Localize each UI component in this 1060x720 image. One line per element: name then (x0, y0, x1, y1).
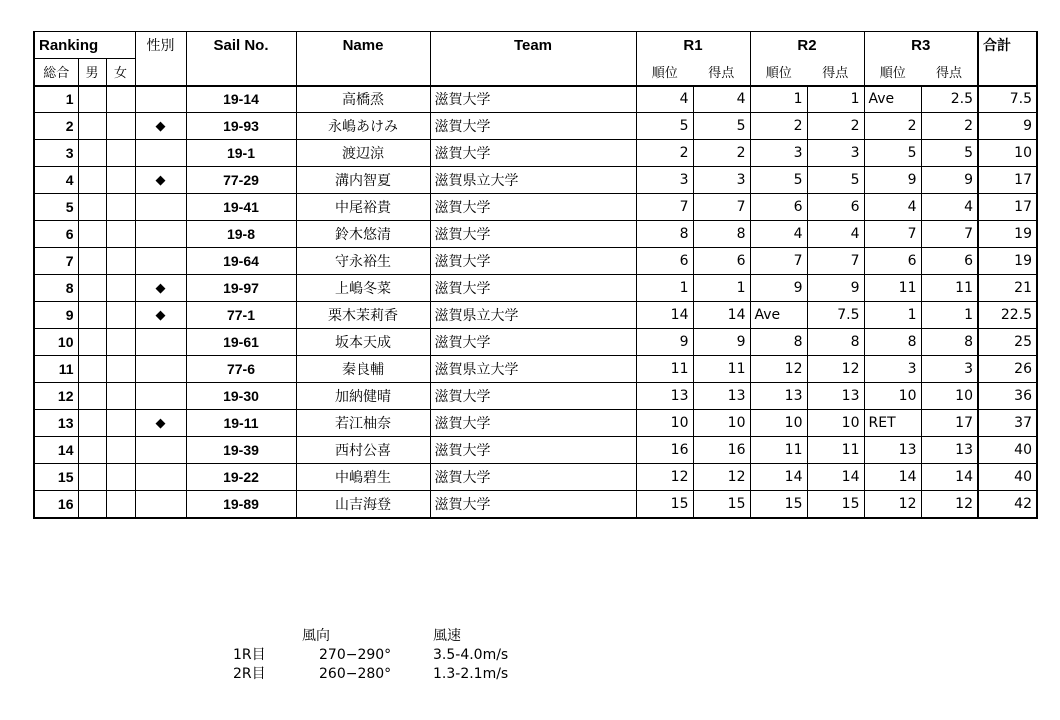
sail-no-cell: 19-30 (186, 383, 296, 410)
r1-points-cell: 12 (693, 464, 750, 491)
gender-cell (135, 248, 186, 275)
female-cell (106, 248, 135, 275)
female-cell (106, 464, 135, 491)
female-cell (106, 86, 135, 113)
sail-no-cell: 19-93 (186, 113, 296, 140)
rank-cell: 16 (34, 491, 78, 518)
rank-cell: 2 (34, 113, 78, 140)
r1-points-cell: 5 (693, 113, 750, 140)
sail-no-cell: 19-14 (186, 86, 296, 113)
name-cell: 栗木茉莉香 (296, 302, 430, 329)
r3-place-cell: 13 (864, 437, 921, 464)
r3-points-cell: 10 (921, 383, 978, 410)
r3-place-cell: 14 (864, 464, 921, 491)
r2-place-cell: 14 (750, 464, 807, 491)
male-cell (78, 194, 106, 221)
female-cell (106, 194, 135, 221)
r2-points-cell: 3 (807, 140, 864, 167)
sail-no-cell: 19-64 (186, 248, 296, 275)
sail-no-cell: 19-97 (186, 275, 296, 302)
total-cell: 10 (978, 140, 1037, 167)
team-cell: 滋賀大学 (430, 437, 636, 464)
gender-cell: ◆ (135, 113, 186, 140)
r2-place-cell: 3 (750, 140, 807, 167)
gender-cell (135, 194, 186, 221)
total-cell: 40 (978, 464, 1037, 491)
r2-place-cell: 1 (750, 86, 807, 113)
r2-points-cell: 7.5 (807, 302, 864, 329)
rank-cell: 10 (34, 329, 78, 356)
rank-cell: 14 (34, 437, 78, 464)
name-cell: 西村公喜 (296, 437, 430, 464)
header-gender: 性別 (135, 32, 186, 59)
team-cell: 滋賀大学 (430, 248, 636, 275)
r2-points-cell: 14 (807, 464, 864, 491)
r2-points-cell: 4 (807, 221, 864, 248)
wind-speed: 3.5-4.0m/s (433, 647, 509, 663)
total-cell: 17 (978, 194, 1037, 221)
table-row (34, 464, 1037, 491)
r1-place-cell: 2 (636, 140, 693, 167)
male-cell (78, 167, 106, 194)
r1-place-cell: 7 (636, 194, 693, 221)
gender-cell: ◆ (135, 302, 186, 329)
header-ranking: Ranking (34, 32, 135, 59)
team-cell: 滋賀大学 (430, 491, 636, 518)
total-cell: 26 (978, 356, 1037, 383)
total-cell: 25 (978, 329, 1037, 356)
male-cell (78, 86, 106, 113)
r3-place-cell: 8 (864, 329, 921, 356)
r1-points-cell: 3 (693, 167, 750, 194)
r2-points-cell: 11 (807, 437, 864, 464)
male-cell (78, 221, 106, 248)
r1-place-cell: 14 (636, 302, 693, 329)
header-r1: R1 (636, 32, 750, 59)
total-cell: 40 (978, 437, 1037, 464)
female-cell (106, 410, 135, 437)
r2-points-cell: 9 (807, 275, 864, 302)
name-cell: 若江柚奈 (296, 410, 430, 437)
r3-place-cell: 1 (864, 302, 921, 329)
team-cell: 滋賀大学 (430, 194, 636, 221)
team-cell: 滋賀県立大学 (430, 167, 636, 194)
r2-points-cell: 15 (807, 491, 864, 518)
table-row (34, 275, 1037, 302)
r1-points-cell: 2 (693, 140, 750, 167)
sail-no-cell: 77-6 (186, 356, 296, 383)
r3-place-cell: 12 (864, 491, 921, 518)
team-cell: 滋賀大学 (430, 464, 636, 491)
female-cell (106, 356, 135, 383)
table-row (34, 194, 1037, 221)
female-cell (106, 437, 135, 464)
r1-place-cell: 13 (636, 383, 693, 410)
rank-cell: 11 (34, 356, 78, 383)
r3-points-cell: 7 (921, 221, 978, 248)
table-row (34, 248, 1037, 275)
r2-place-cell: 8 (750, 329, 807, 356)
name-cell: 溝内智夏 (296, 167, 430, 194)
table-row (34, 437, 1037, 464)
r1-place-cell: 9 (636, 329, 693, 356)
r1-place-cell: 11 (636, 356, 693, 383)
r3-points-cell: 2.5 (921, 86, 978, 113)
name-cell: 坂本天成 (296, 329, 430, 356)
total-cell: 21 (978, 275, 1037, 302)
female-cell (106, 113, 135, 140)
r1-points-cell: 16 (693, 437, 750, 464)
header-overall: 総合 (34, 59, 78, 86)
gender-cell (135, 491, 186, 518)
total-cell: 19 (978, 221, 1037, 248)
total-cell: 37 (978, 410, 1037, 437)
table-row (34, 140, 1037, 167)
rank-cell: 9 (34, 302, 78, 329)
total-cell: 9 (978, 113, 1037, 140)
team-cell: 滋賀県立大学 (430, 302, 636, 329)
table-row (34, 86, 1037, 113)
rank-cell: 5 (34, 194, 78, 221)
female-cell (106, 383, 135, 410)
r3-place-cell: 11 (864, 275, 921, 302)
gender-cell (135, 356, 186, 383)
name-cell: 加納健晴 (296, 383, 430, 410)
header-team: Team (430, 32, 636, 59)
r3-points-cell: 5 (921, 140, 978, 167)
sail-no-cell: 19-41 (186, 194, 296, 221)
table-row (34, 113, 1037, 140)
female-cell (106, 221, 135, 248)
table-row (34, 410, 1037, 437)
male-cell (78, 140, 106, 167)
female-cell (106, 491, 135, 518)
r3-points-cell: 12 (921, 491, 978, 518)
r2-place-cell: Ave (750, 302, 807, 329)
r2-place-cell: 4 (750, 221, 807, 248)
r3-points-cell: 1 (921, 302, 978, 329)
r2-place-cell: 2 (750, 113, 807, 140)
gender-cell: ◆ (135, 275, 186, 302)
male-cell (78, 113, 106, 140)
name-cell: 鈴木悠清 (296, 221, 430, 248)
rank-cell: 15 (34, 464, 78, 491)
r3-points-cell: 17 (921, 410, 978, 437)
r3-points-cell: 9 (921, 167, 978, 194)
gender-cell (135, 86, 186, 113)
r2-place-cell: 5 (750, 167, 807, 194)
gender-cell (135, 221, 186, 248)
r1-place-cell: 6 (636, 248, 693, 275)
r3-place-cell: RET (864, 410, 921, 437)
gender-cell (135, 329, 186, 356)
r3-points-cell: 13 (921, 437, 978, 464)
male-cell (78, 356, 106, 383)
female-cell (106, 302, 135, 329)
sail-no-cell: 19-61 (186, 329, 296, 356)
r3-place-cell: 10 (864, 383, 921, 410)
male-cell (78, 248, 106, 275)
header-name: Name (296, 32, 430, 59)
name-cell: 渡辺涼 (296, 140, 430, 167)
table-row (34, 491, 1037, 518)
total-cell: 36 (978, 383, 1037, 410)
results-table (33, 31, 1038, 519)
total-cell: 22.5 (978, 302, 1037, 329)
header-r3-place: 順位 (864, 59, 921, 86)
r3-points-cell: 3 (921, 356, 978, 383)
total-cell: 19 (978, 248, 1037, 275)
r2-points-cell: 10 (807, 410, 864, 437)
wind-speed: 1.3-2.1m/s (433, 666, 509, 682)
sail-no-cell: 19-8 (186, 221, 296, 248)
rank-cell: 8 (34, 275, 78, 302)
header-female: 女 (106, 59, 135, 86)
r3-points-cell: 11 (921, 275, 978, 302)
r1-place-cell: 16 (636, 437, 693, 464)
sail-no-cell: 19-22 (186, 464, 296, 491)
r2-points-cell: 5 (807, 167, 864, 194)
male-cell (78, 491, 106, 518)
female-cell (106, 140, 135, 167)
team-cell: 滋賀大学 (430, 275, 636, 302)
table-row (34, 356, 1037, 383)
total-cell: 17 (978, 167, 1037, 194)
gender-cell: ◆ (135, 167, 186, 194)
r2-points-cell: 8 (807, 329, 864, 356)
header-male: 男 (78, 59, 106, 86)
r1-points-cell: 1 (693, 275, 750, 302)
total-cell: 7.5 (978, 86, 1037, 113)
gender-cell (135, 383, 186, 410)
r1-place-cell: 1 (636, 275, 693, 302)
results-body (34, 86, 1037, 518)
header-r2: R2 (750, 32, 864, 59)
r1-place-cell: 8 (636, 221, 693, 248)
r3-points-cell: 8 (921, 329, 978, 356)
table-row (34, 221, 1037, 248)
wind-direction: 260−280° (319, 666, 392, 682)
rank-cell: 6 (34, 221, 78, 248)
r1-place-cell: 15 (636, 491, 693, 518)
r3-place-cell: 4 (864, 194, 921, 221)
name-cell: 秦良輔 (296, 356, 430, 383)
male-cell (78, 275, 106, 302)
r2-points-cell: 1 (807, 86, 864, 113)
rank-cell: 13 (34, 410, 78, 437)
r1-points-cell: 8 (693, 221, 750, 248)
gender-cell (135, 464, 186, 491)
r3-place-cell: 9 (864, 167, 921, 194)
team-cell: 滋賀大学 (430, 410, 636, 437)
name-cell: 中嶋碧生 (296, 464, 430, 491)
r1-points-cell: 14 (693, 302, 750, 329)
r3-points-cell: 14 (921, 464, 978, 491)
wind-direction: 270−290° (319, 647, 392, 663)
wind-speed-label: 風速 (433, 628, 461, 644)
r2-points-cell: 13 (807, 383, 864, 410)
wind-race: 1R目 (233, 647, 266, 663)
header-r3: R3 (864, 32, 978, 59)
team-cell: 滋賀大学 (430, 86, 636, 113)
r3-place-cell: 5 (864, 140, 921, 167)
male-cell (78, 329, 106, 356)
name-cell: 上嶋冬菜 (296, 275, 430, 302)
header-r1-place: 順位 (636, 59, 693, 86)
team-cell: 滋賀大学 (430, 221, 636, 248)
r3-place-cell: Ave (864, 86, 921, 113)
r2-place-cell: 12 (750, 356, 807, 383)
r3-place-cell: 6 (864, 248, 921, 275)
r3-points-cell: 2 (921, 113, 978, 140)
r2-place-cell: 7 (750, 248, 807, 275)
name-cell: 山吉海登 (296, 491, 430, 518)
sail-no-cell: 19-39 (186, 437, 296, 464)
name-cell: 守永裕生 (296, 248, 430, 275)
table-row (34, 329, 1037, 356)
r1-points-cell: 9 (693, 329, 750, 356)
r2-points-cell: 6 (807, 194, 864, 221)
r1-place-cell: 5 (636, 113, 693, 140)
sail-no-cell: 19-1 (186, 140, 296, 167)
table-row (34, 383, 1037, 410)
r1-place-cell: 4 (636, 86, 693, 113)
r1-points-cell: 15 (693, 491, 750, 518)
rank-cell: 7 (34, 248, 78, 275)
table-row (34, 167, 1037, 194)
name-cell: 永嶋あけみ (296, 113, 430, 140)
header-sail-no: Sail No. (186, 32, 296, 59)
total-cell: 42 (978, 491, 1037, 518)
team-cell: 滋賀大学 (430, 329, 636, 356)
female-cell (106, 167, 135, 194)
r2-points-cell: 2 (807, 113, 864, 140)
male-cell (78, 302, 106, 329)
gender-cell: ◆ (135, 410, 186, 437)
header-total: 合計 (978, 32, 1037, 59)
team-cell: 滋賀大学 (430, 113, 636, 140)
header-r2-points: 得点 (807, 59, 864, 86)
r1-points-cell: 10 (693, 410, 750, 437)
team-cell: 滋賀大学 (430, 140, 636, 167)
female-cell (106, 329, 135, 356)
r3-place-cell: 3 (864, 356, 921, 383)
team-cell: 滋賀県立大学 (430, 356, 636, 383)
male-cell (78, 464, 106, 491)
r2-place-cell: 15 (750, 491, 807, 518)
sail-no-cell: 19-11 (186, 410, 296, 437)
male-cell (78, 437, 106, 464)
name-cell: 中尾裕貴 (296, 194, 430, 221)
wind-race: 2R目 (233, 666, 266, 682)
r1-points-cell: 6 (693, 248, 750, 275)
r2-place-cell: 11 (750, 437, 807, 464)
r3-place-cell: 2 (864, 113, 921, 140)
header-r2-place: 順位 (750, 59, 807, 86)
male-cell (78, 383, 106, 410)
wind-direction-label: 風向 (302, 628, 330, 644)
r3-points-cell: 4 (921, 194, 978, 221)
r3-points-cell: 6 (921, 248, 978, 275)
r3-place-cell: 7 (864, 221, 921, 248)
r1-place-cell: 10 (636, 410, 693, 437)
r1-points-cell: 4 (693, 86, 750, 113)
r2-place-cell: 10 (750, 410, 807, 437)
rank-cell: 3 (34, 140, 78, 167)
r2-place-cell: 13 (750, 383, 807, 410)
r2-place-cell: 6 (750, 194, 807, 221)
r1-place-cell: 12 (636, 464, 693, 491)
table-row (34, 302, 1037, 329)
r1-points-cell: 7 (693, 194, 750, 221)
male-cell (78, 410, 106, 437)
female-cell (106, 275, 135, 302)
gender-cell (135, 437, 186, 464)
rank-cell: 12 (34, 383, 78, 410)
r2-points-cell: 7 (807, 248, 864, 275)
gender-cell (135, 140, 186, 167)
rank-cell: 4 (34, 167, 78, 194)
sail-no-cell: 19-89 (186, 491, 296, 518)
r2-points-cell: 12 (807, 356, 864, 383)
r1-points-cell: 11 (693, 356, 750, 383)
r1-points-cell: 13 (693, 383, 750, 410)
header-r1-points: 得点 (693, 59, 750, 86)
team-cell: 滋賀大学 (430, 383, 636, 410)
header-r3-points: 得点 (921, 59, 978, 86)
sail-no-cell: 77-1 (186, 302, 296, 329)
r1-place-cell: 3 (636, 167, 693, 194)
r2-place-cell: 9 (750, 275, 807, 302)
rank-cell: 1 (34, 86, 78, 113)
name-cell: 高橋烝 (296, 86, 430, 113)
sail-no-cell: 77-29 (186, 167, 296, 194)
